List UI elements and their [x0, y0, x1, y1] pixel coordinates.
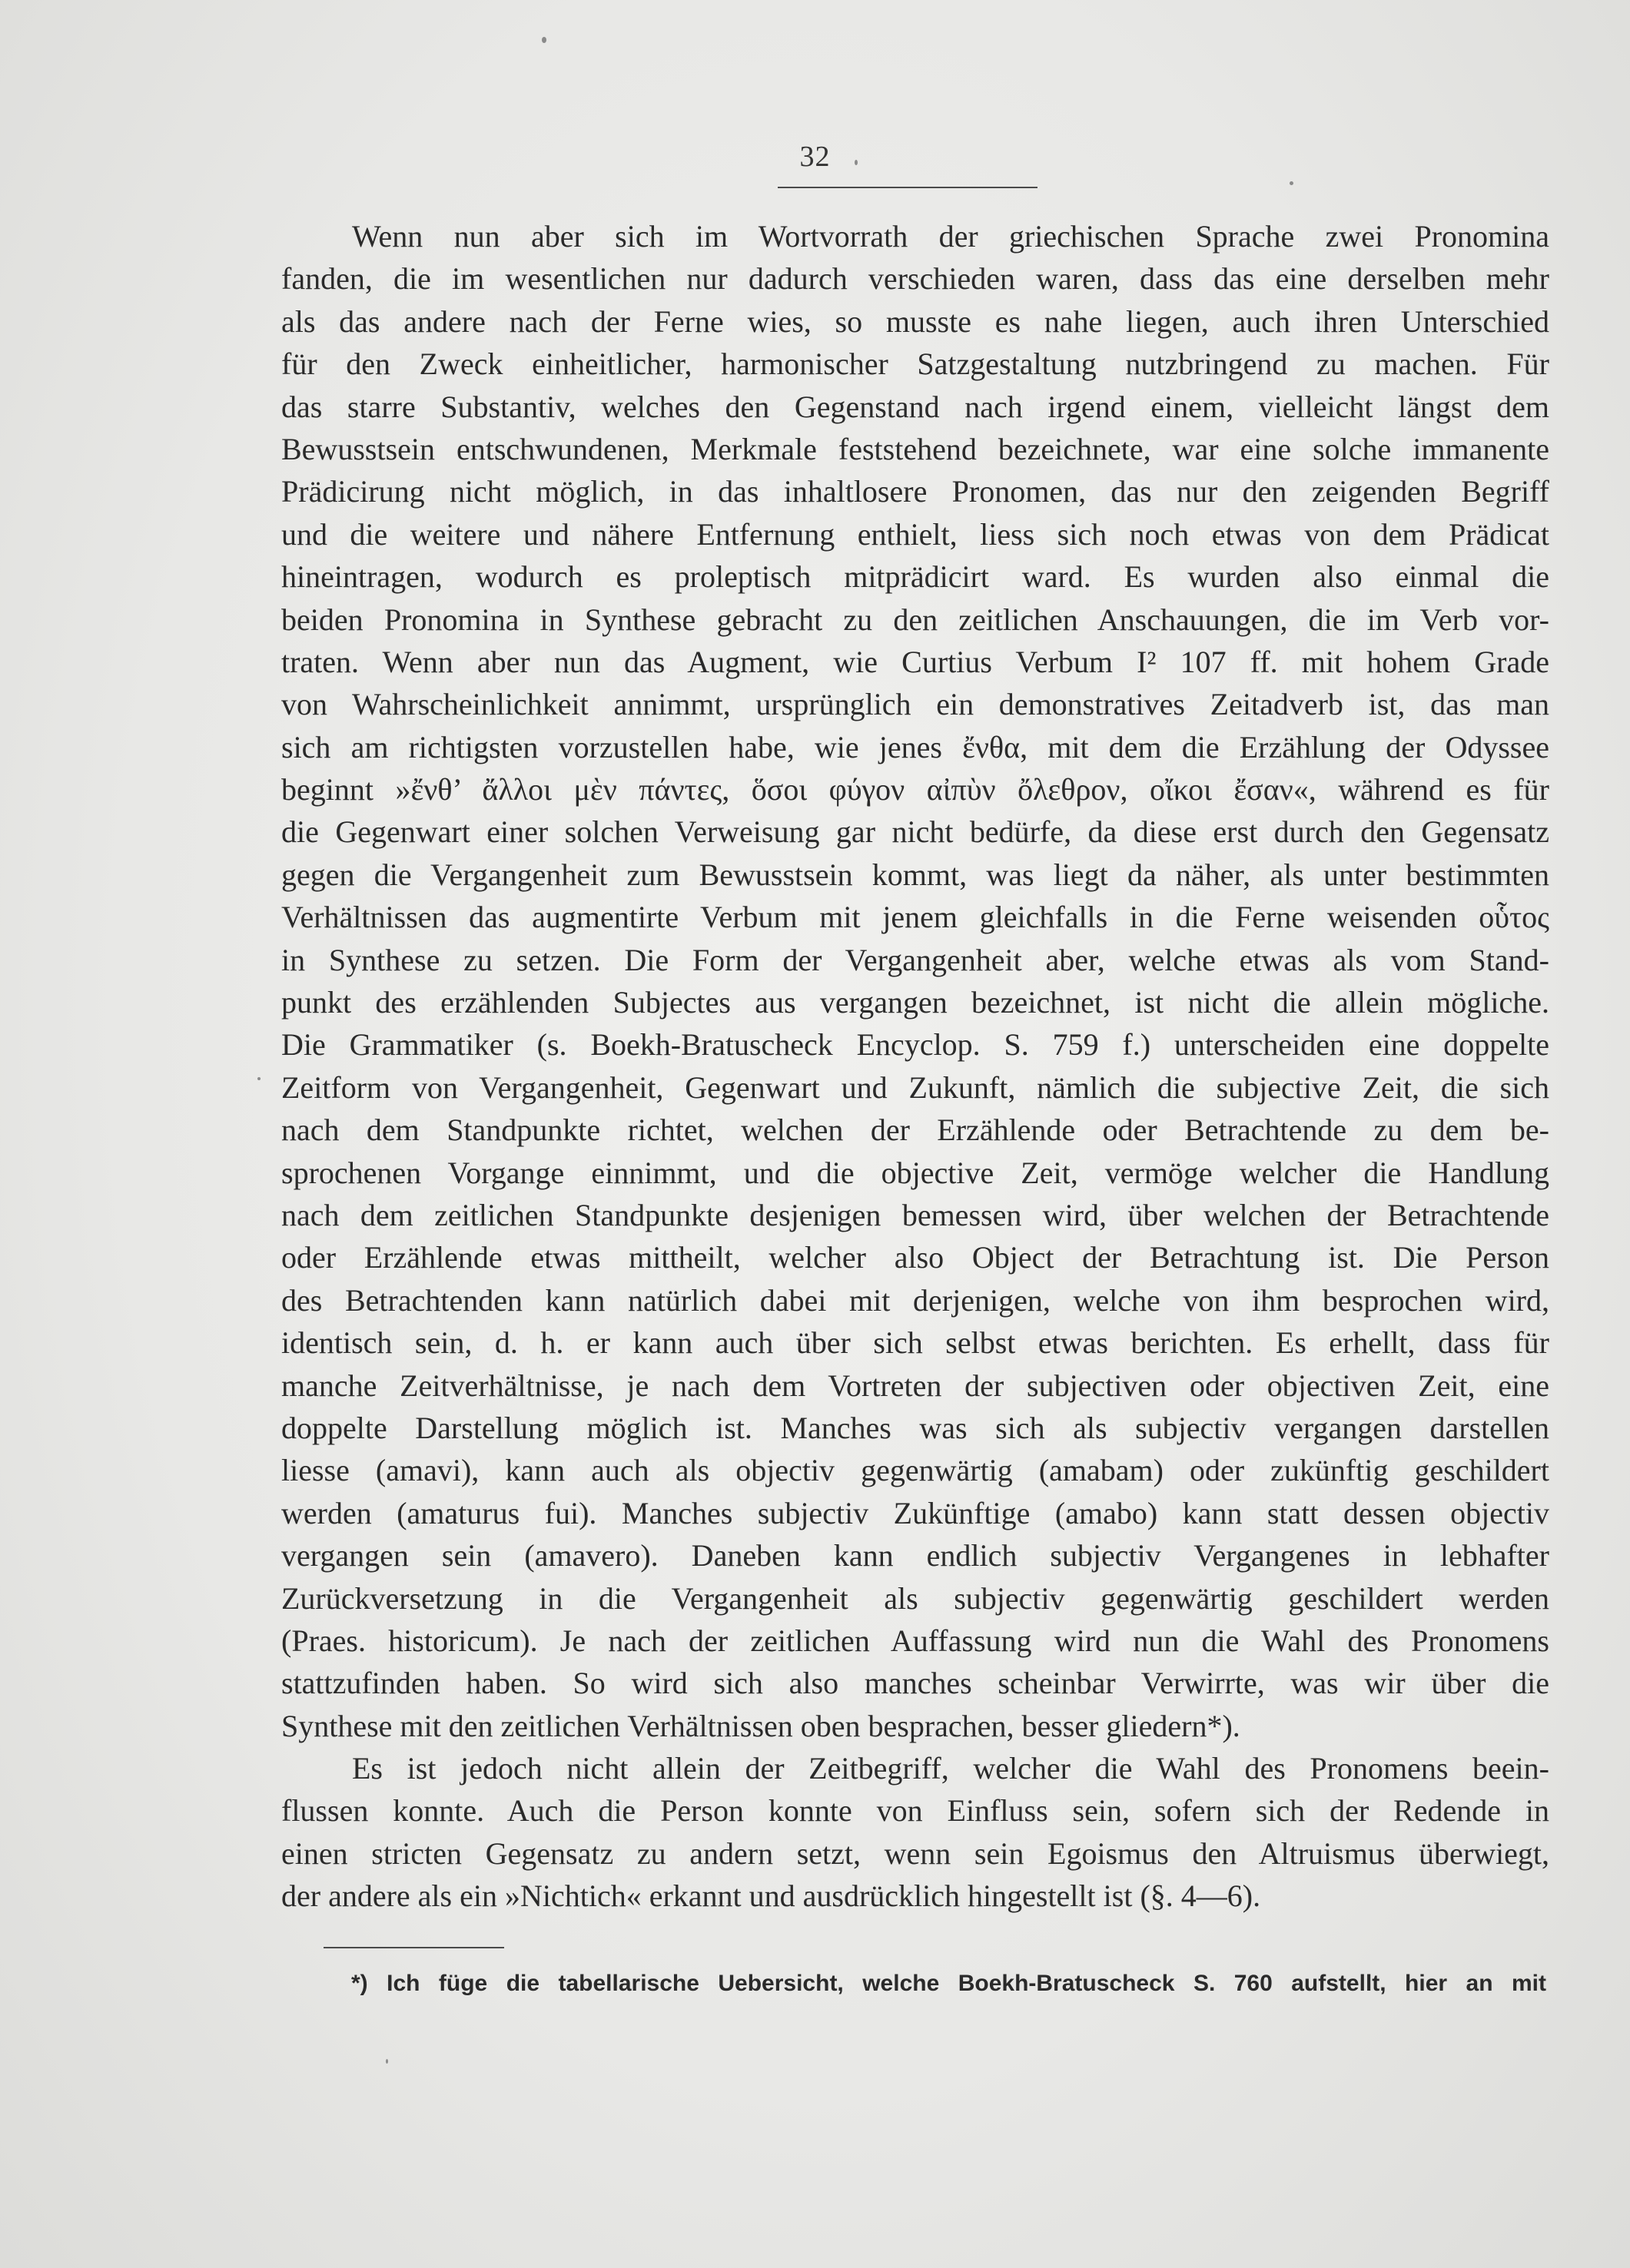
paragraph-line: Zurückversetzung in die Vergangenheit als subjectiv gegenwärtig geschildert werden [281, 1580, 1549, 1616]
paragraph-line: einen stricten Gegensatz zu andern setzt, wenn sein Egoismus den Altruismus überwiegt, [281, 1835, 1549, 1871]
paragraph-line: beginnt »ἔνθ’ ἄλλοι μὲν πάντες, ὅσοι φύγον αἰπὺν ὄλεθρον, οἴκοι ἔσαν«, während es für [281, 772, 1549, 807]
scan-speck [855, 160, 858, 165]
paragraph-line: fanden, die im wesentlichen nur dadurch verschieden waren, dass das eine derselben mehr [281, 261, 1549, 297]
paragraph-line: punkt des erzählenden Subjectes aus vergangen bezeichnet, ist nicht die allein mögliche. [281, 985, 1549, 1020]
paragraph-line: liesse (amavi), kann auch als objectiv gegenwärtig (amabam) oder zukünftig geschildert [281, 1453, 1549, 1488]
paragraph-line: Zeitform von Vergangenheit, Gegenwart und Zukunft, nämlich die subjective Zeit, die sich [281, 1069, 1549, 1105]
paragraph-line: (Praes. historicum). Je nach der zeitlichen Auffassung wird nun die Wahl des Pronomens [281, 1623, 1549, 1658]
paragraph-line: Bewusstsein entschwundenen, Merkmale feststehend bezeichnete, war eine solche immanente [281, 431, 1549, 466]
paragraph-line: sprochenen Vorgange einnimmt, und die objective Zeit, vermöge welcher die Handlung [281, 1155, 1549, 1190]
paragraph-line: die Gegenwart einer solchen Verweisung gar nicht bedürfe, da diese erst durch den Gegensatz [281, 814, 1549, 850]
paragraph-line: in Synthese zu setzen. Die Form der Vergangenheit aber, welche etwas als vom Stand- [281, 942, 1549, 977]
paragraph-line: gegen die Vergangenheit zum Bewusstsein kommt, was liegt da näher, als unter bestimmten [281, 857, 1549, 892]
paragraph-line: manche Zeitverhältnisse, je nach dem Vortreten der subjectiven oder objectiven Zeit, eine [281, 1368, 1549, 1403]
paragraph-line: von Wahrscheinlichkeit annimmt, ursprünglich ein demonstratives Zeitadverb ist, das man [281, 687, 1549, 722]
page-number: 32 [799, 141, 831, 173]
paragraph-line: für den Zweck einheitlicher, harmonischer Satzgestaltung nutzbringend zu machen. Für [281, 346, 1549, 382]
paragraph-line: traten. Wenn aber nun das Augment, wie Curtius Verbum I² 107 ff. mit hohem Grade [281, 644, 1549, 679]
footnote-rule [324, 1947, 504, 1948]
paragraph-line: stattzufinden haben. So wird sich also manches scheinbar Verwirrte, was wir über die [281, 1666, 1549, 1701]
paragraph-line: nach dem Standpunkte richtet, welchen der Erzählende oder Betrachtende zu dem be- [281, 1112, 1549, 1148]
header-rule [778, 187, 1037, 188]
scan-speck [386, 2059, 388, 2064]
paragraph-line: vergangen sein (amavero). Daneben kann endlich subjectiv Vergangenes in lebhafter [281, 1538, 1549, 1573]
body-text [281, 215, 1549, 1918]
paragraph-line: der andere als ein »Nichtich« erkannt und ausdrücklich hingestellt ist (§. 4—6). [281, 1878, 1261, 1914]
paragraph-line: identisch sein, d. h. er kann auch über sich selbst etwas berichten. Es erhellt, dass für [281, 1325, 1549, 1361]
paragraph-line: Verhältnissen das augmentirte Verbum mit jenem gleichfalls in die Ferne weisenden οὗτος [281, 900, 1549, 935]
paragraph-line: oder Erzählende etwas mittheilt, welcher also Object der Betrachtung ist. Die Person [281, 1240, 1549, 1275]
paragraph-line: sich am richtigsten vorzustellen habe, wie jenes ἔνθα, mit dem die Erzählung der Odyssee [281, 729, 1549, 764]
paragraph-line: Wenn nun aber sich im Wortvorrath der griechischen Sprache zwei Pronomina [352, 219, 1549, 254]
paragraph-line: nach dem zeitlichen Standpunkte desjenigen bemessen wird, über welchen der Betrachtende [281, 1197, 1549, 1232]
paragraph-line: als das andere nach der Ferne wies, so musste es nahe liegen, auch ihren Unterschied [281, 303, 1549, 339]
paragraph-line: und die weitere und nähere Entfernung enthielt, liess sich noch etwas von dem Prädicat [281, 516, 1549, 552]
scan-speck [542, 37, 546, 43]
paragraph-line: Synthese mit den zeitlichen Verhältnissen oben besprachen, besser gliedern*). [281, 1708, 1240, 1743]
paragraph-line: hineintragen, wodurch es proleptisch mitprädicirt ward. Es wurden also einmal die [281, 559, 1549, 595]
paragraph-line: doppelte Darstellung möglich ist. Manches was sich als subjectiv vergangen darstellen [281, 1410, 1549, 1445]
paragraph-line: beiden Pronomina in Synthese gebracht zu den zeitlichen Anschauungen, die im Verb vor- [281, 602, 1549, 637]
paragraph-line: Es ist jedoch nicht allein der Zeitbegriff, welcher die Wahl des Pronomens beein- [352, 1751, 1549, 1786]
paragraph-line: des Betrachtenden kann natürlich dabei mit derjenigen, welche von ihm besprochen wird, [281, 1282, 1549, 1318]
paragraph-line: Die Grammatiker (s. Boekh-Bratuscheck Encyclop. S. 759 f.) unterscheiden eine doppelte [281, 1027, 1549, 1063]
paragraph-line: flussen konnte. Auch die Person konnte von Einfluss sein, sofern sich der Redende in [281, 1793, 1549, 1829]
scan-speck [1290, 181, 1293, 185]
paragraph-line: Prädicirung nicht möglich, in das inhaltlosere Pronomen, das nur den zeigenden Begriff [281, 474, 1549, 509]
paragraph-line: das starre Substantiv, welches den Gegenstand nach irgend einem, vielleicht längst dem [281, 389, 1549, 424]
paragraph-line: werden (amaturus fui). Manches subjectiv Zukünftige (amabo) kann statt dessen objectiv [281, 1495, 1549, 1530]
scan-speck [257, 1077, 261, 1080]
footnote: *) Ich füge die tabellarische Uebersicht, welche Boekh-Bratuscheck S. 760 aufstellt, hier an mit [351, 1971, 1546, 1996]
